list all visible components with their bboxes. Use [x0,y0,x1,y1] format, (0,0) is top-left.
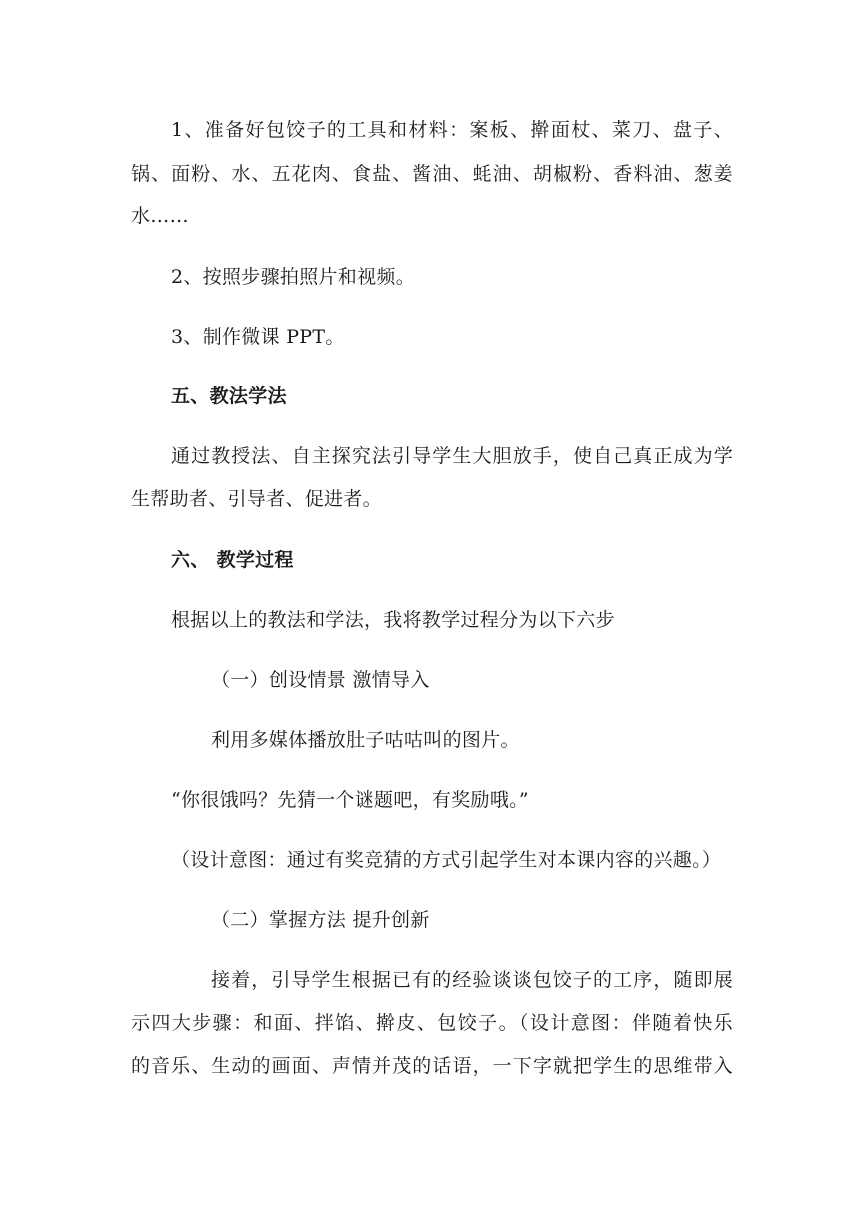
section-heading-6: 六、 教学过程 [171,549,294,571]
multimedia-paragraph: 利用多媒体播放肚子咕咕叫的图片。 [211,729,520,751]
steps-paragraph-line-3: 的音乐、生动的画面、声情并茂的话语，一下字就把学生的思维带入 [131,1055,733,1077]
riddle-quote: “你很饿吗？先猜一个谜题吧，有奖励哦。” [171,789,529,811]
steps-paragraph-line-2: 示四大步骤：和面、拌馅、擀皮、包饺子。（设计意图：伴随着快乐 [131,1012,733,1034]
material-list-line-3: 水…… [131,205,189,227]
subsection-heading-2: （二）掌握方法 提升创新 [211,909,430,931]
step-3-item: 3、制作微课 PPT。 [171,326,345,348]
step-2-item: 2、按照步骤拍照片和视频。 [171,266,415,288]
material-list-line-1: 1、准备好包饺子的工具和材料：案板、擀面杖、菜刀、盘子、 [171,119,733,141]
material-list-line-2: 锅、面粉、水、五花肉、食盐、酱油、蚝油、胡椒粉、香料油、葱姜 [131,163,733,185]
design-intent-1: （设计意图：通过有奖竞猜的方式引起学生对本课内容的兴趣。） [171,849,722,871]
steps-paragraph-line-1: 接着，引导学生根据已有的经验谈谈包饺子的工序，随即展 [211,969,733,991]
teaching-method-line-1: 通过教授法、自主探究法引导学生大胆放手，使自己真正成为学 [171,445,733,467]
section-heading-5: 五、教法学法 [171,385,287,407]
teaching-method-line-2: 生帮助者、引导者、促进者。 [131,488,382,510]
process-intro: 根据以上的教法和学法，我将教学过程分为以下六步 [171,609,615,631]
subsection-heading-1: （一）创设情景 激情导入 [211,669,430,691]
